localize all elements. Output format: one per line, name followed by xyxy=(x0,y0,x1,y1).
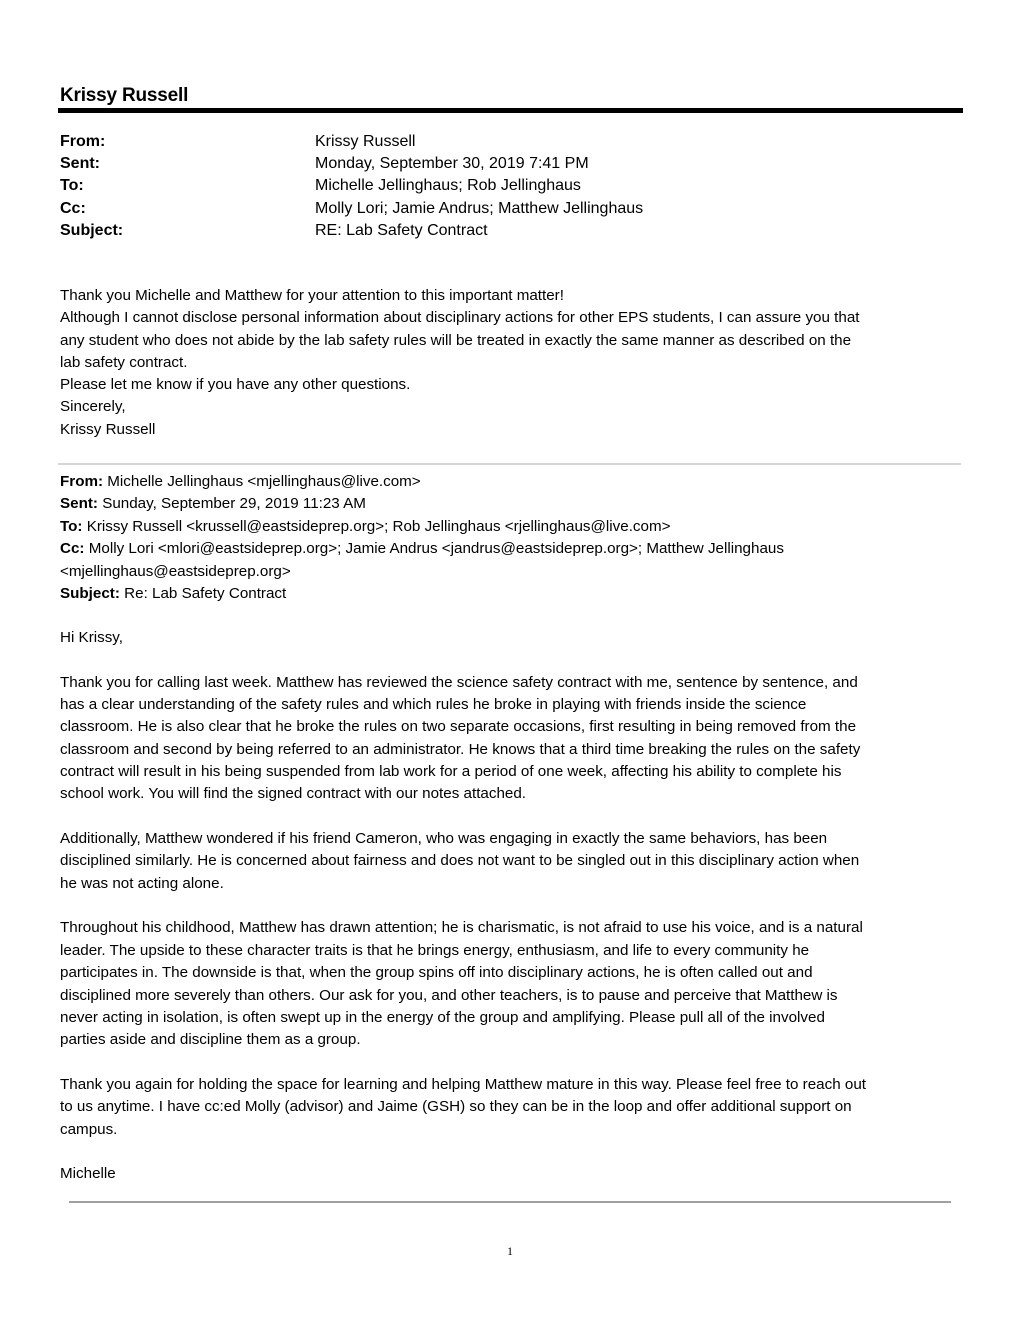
reply-line: Although I cannot disclose personal information about disciplinary actions for other EPS students, I can assure you that xyxy=(60,309,860,327)
original-to-row xyxy=(60,516,965,538)
body-line: he was not acting alone. xyxy=(60,874,224,892)
original-sent-label: Sent: xyxy=(60,495,98,513)
body-line: leader. The upside to these character traits is that he brings energy, enthusiasm, and life to every community he xyxy=(60,941,810,959)
original-to-label: To: xyxy=(60,517,83,535)
mailbox-owner-name: Krissy Russell xyxy=(60,85,189,106)
body-line: Thank you for calling last week. Matthew has reviewed the science safety contract with me, sentence by sentence, and xyxy=(60,673,858,691)
reply-header xyxy=(60,131,643,242)
body-line: campus. xyxy=(60,1120,118,1138)
subject-value: RE: Lab Safety Contract xyxy=(315,221,488,239)
header-divider xyxy=(58,108,963,113)
original-subject-label: Subject: xyxy=(60,585,120,603)
reply-from-row xyxy=(60,131,643,153)
body-line: Additionally, Matthew wondered if his friend Cameron, who was engaging in exactly the same behaviors, has been xyxy=(60,830,828,848)
body-line: classroom. He is also clear that he broke the rules on two separate occasions, first resulting in being removed from the xyxy=(60,718,857,736)
footer-divider xyxy=(69,1201,951,1203)
body-line: disciplined similarly. He is concerned about fairness and does not want to be singled out in this disciplinary action when xyxy=(60,852,860,870)
from-label: From: xyxy=(60,133,106,150)
body-line: to us anytime. I have cc:ed Molly (advisor) and Jaime (GSH) so they can be in the loop and offer additional support on xyxy=(60,1098,852,1116)
paragraph-3 xyxy=(60,917,965,1051)
sent-value: Monday, September 30, 2019 7:41 PM xyxy=(315,155,589,173)
signoff: Michelle xyxy=(60,1165,116,1183)
original-from-row xyxy=(60,471,965,493)
original-message-body xyxy=(60,627,965,1186)
original-subject-value: Re: Lab Safety Contract xyxy=(124,585,287,603)
reply-line: any student who does not abide by the lab safety rules will be treated in exactly the same manner as described on the xyxy=(60,331,852,349)
body-line: contract will result in his being suspended from lab work for a period of one week, affecting his ability to complete his xyxy=(60,763,842,781)
body-line: classroom and second by being referred to an administrator. He knows that a third time breaking the rules on the safety xyxy=(60,740,861,758)
original-cc-row xyxy=(60,538,965,560)
from-value: Krissy Russell xyxy=(315,133,416,150)
reply-line: Krissy Russell xyxy=(60,420,156,438)
body-line: parties aside and discipline them as a group. xyxy=(60,1031,361,1049)
original-to-value: Krissy Russell <krussell@eastsideprep.org>; Rob Jellinghaus <rjellinghaus@live.com> xyxy=(86,517,671,535)
to-label: To: xyxy=(60,177,84,195)
cc-value: Molly Lori; Jamie Andrus; Matthew Jellinghaus xyxy=(315,199,644,217)
reply-line: lab safety contract. xyxy=(60,353,188,371)
original-sent-value: Sunday, September 29, 2019 11:23 AM xyxy=(102,495,366,513)
original-message-header xyxy=(60,471,965,605)
paragraph-1 xyxy=(60,672,965,806)
original-sent-row xyxy=(60,493,965,515)
body-line: school work. You will find the signed contract with our notes attached. xyxy=(60,785,527,803)
greeting: Hi Krissy, xyxy=(60,629,123,646)
paragraph-2 xyxy=(60,828,965,895)
body-line: disciplined more severely than others. Our ask for you, and other teachers, is to pause and perceive that Matthew is xyxy=(60,986,838,1004)
page-number: 1 xyxy=(507,1244,513,1258)
original-cc-row-continued: <mjellinghaus@eastsideprep.org> xyxy=(60,562,291,580)
sent-label: Sent: xyxy=(60,155,100,173)
reply-body xyxy=(60,285,965,441)
subject-label: Subject: xyxy=(60,221,124,239)
body-line: never acting in isolation, is often swept up in the energy of the group and amplifying. Please pull all of the involved xyxy=(60,1008,825,1026)
original-from-label: From: xyxy=(60,473,104,490)
original-cc-label: Cc: xyxy=(60,540,85,558)
reply-cc-row xyxy=(60,198,643,220)
reply-line: Sincerely, xyxy=(60,398,126,416)
paragraph-4 xyxy=(60,1074,965,1141)
original-subject-row xyxy=(60,583,965,605)
reply-sent-row xyxy=(60,153,643,175)
reply-subject-row xyxy=(60,220,643,242)
quoted-message-divider xyxy=(58,463,961,465)
reply-to-row xyxy=(60,175,643,197)
cc-label: Cc: xyxy=(60,199,86,217)
body-line: Throughout his childhood, Matthew has drawn attention; he is charismatic, is not afraid to use his voice, and is a natural xyxy=(60,919,863,937)
body-line: has a clear understanding of the safety rules and which rules he broke in playing with friends inside the science xyxy=(60,696,807,714)
original-from-value: Michelle Jellinghaus <mjellinghaus@live.com> xyxy=(107,473,421,490)
body-line: participates in. The downside is that, when the group spins off into disciplinary actions, he is often called out and xyxy=(60,964,813,982)
to-value: Michelle Jellinghaus; Rob Jellinghaus xyxy=(315,177,581,195)
original-cc-value: Molly Lori <mlori@eastsideprep.org>; Jamie Andrus <jandrus@eastsideprep.org>; Matthew Jellinghaus xyxy=(88,540,784,558)
reply-line: Thank you Michelle and Matthew for your attention to this important matter! xyxy=(60,287,564,304)
body-line: Thank you again for holding the space for learning and helping Matthew mature in this way. Please feel free to reach out xyxy=(60,1075,866,1093)
reply-line: Please let me know if you have any other questions. xyxy=(60,376,411,394)
